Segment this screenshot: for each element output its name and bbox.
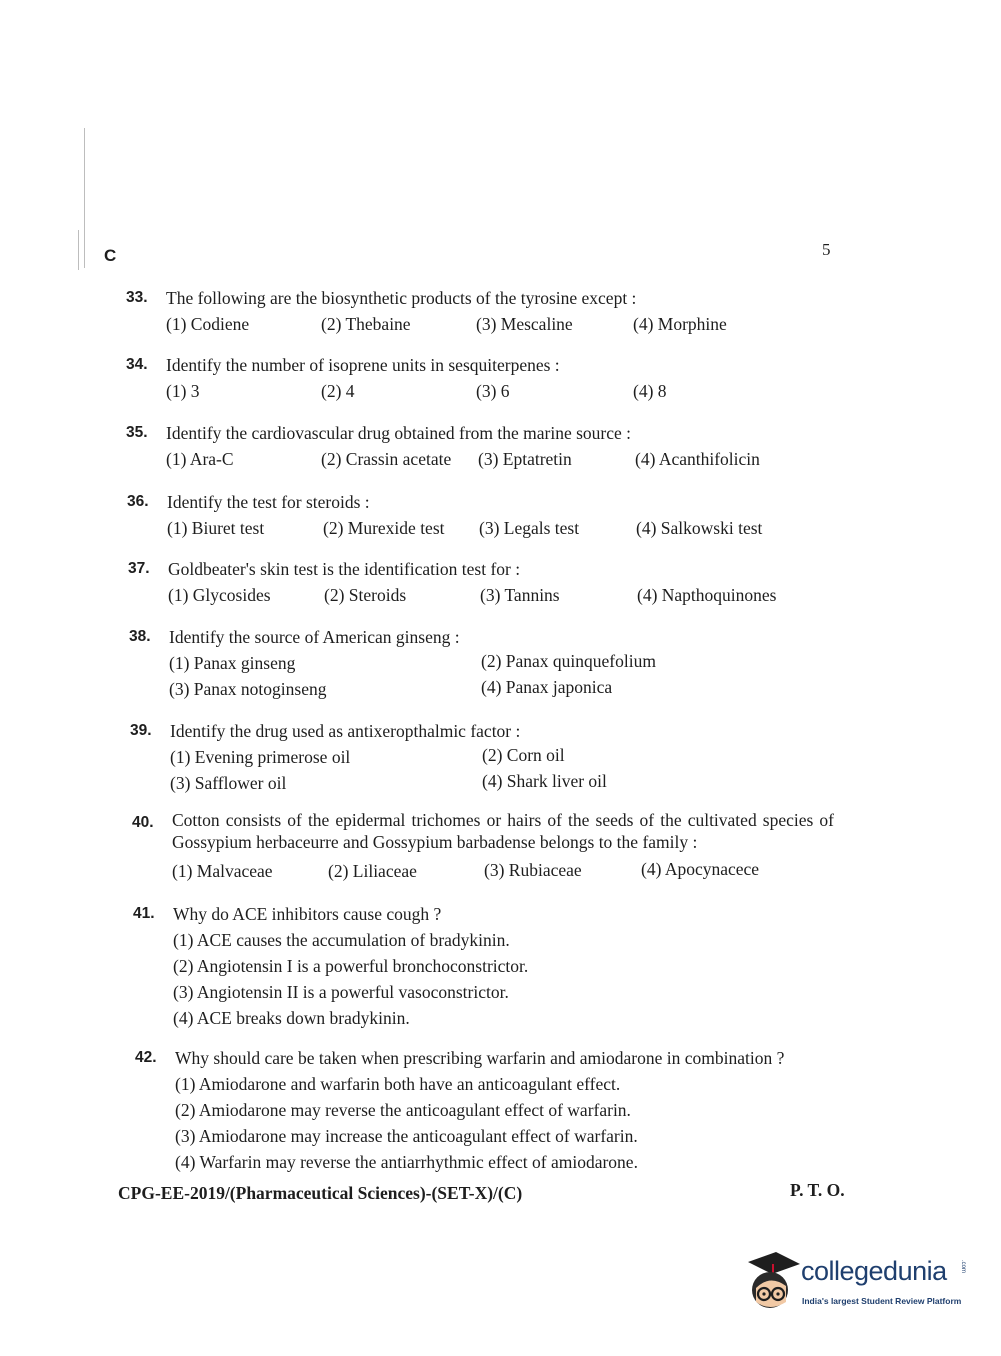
- brand-name: collegedunia: [801, 1256, 947, 1286]
- question-40: [132, 809, 852, 887]
- option-1: (1) Evening primerose oil: [170, 747, 351, 767]
- option-1: (1) Glycosides: [168, 585, 271, 605]
- question-number: 40.: [132, 814, 154, 831]
- scan-edge-line-lower: [78, 230, 79, 270]
- question-number: 39.: [130, 722, 152, 739]
- option-4: (4) Acanthifolicin: [635, 449, 760, 469]
- question-text: Cotton consists of the epidermal trichomes or hairs of the seeds of the cultivated species of Gossypium herbaceurre and Gossypium barbadense belongs to the family :: [172, 810, 834, 852]
- set-code: C: [104, 246, 117, 265]
- option-1: (1) Panax ginseng: [169, 653, 296, 673]
- question-text: Identify the source of American ginseng :: [169, 627, 460, 647]
- question-number: 37.: [128, 560, 150, 577]
- option-2: (2) Panax quinquefolium: [481, 651, 656, 671]
- question-number: 34.: [126, 356, 148, 373]
- question-42: [135, 1046, 855, 1176]
- question-number: 41.: [133, 905, 155, 922]
- option-1: (1) Ara-C: [166, 449, 234, 469]
- question-number: 42.: [135, 1049, 157, 1066]
- option-1: (1) ACE causes the accumulation of bradykinin.: [173, 930, 510, 950]
- question-text: Goldbeater's skin test is the identification test for :: [168, 559, 521, 579]
- question-number: 33.: [126, 289, 148, 306]
- option-4: (4) 8: [633, 381, 667, 401]
- question-text: Identify the test for steroids :: [167, 492, 370, 512]
- option-4: (4) ACE breaks down bradykinin.: [173, 1008, 410, 1028]
- option-2: (2) Amiodarone may reverse the anticoagulant effect of warfarin.: [175, 1100, 631, 1120]
- question-text: Why do ACE inhibitors cause cough ?: [173, 904, 442, 924]
- question-35: [126, 421, 846, 473]
- option-4: (4) Apocynacece: [641, 859, 760, 879]
- scan-edge-line: [84, 128, 85, 268]
- option-3: (3) Panax notoginseng: [169, 679, 327, 699]
- option-1: (1) Biuret test: [167, 518, 265, 538]
- option-4: (4) Panax japonica: [481, 677, 613, 697]
- option-1: (1) Codiene: [166, 314, 250, 334]
- question-number: 35.: [126, 424, 148, 441]
- please-turn-over: P. T. O.: [790, 1180, 845, 1200]
- question-38: [129, 625, 849, 703]
- option-2: (2) Thebaine: [321, 314, 411, 334]
- option-3: (3) 6: [476, 381, 510, 401]
- question-39: [130, 719, 850, 797]
- question-text: Identify the cardiovascular drug obtained from the marine source :: [166, 423, 632, 443]
- option-3: (3) Rubiaceae: [484, 860, 582, 880]
- option-2: (2) Steroids: [324, 585, 407, 605]
- question-33: [126, 286, 846, 338]
- question-number: 38.: [129, 628, 151, 645]
- option-4: (4) Warfarin may reverse the antiarrhythmic effect of amiodarone.: [175, 1152, 638, 1172]
- option-4: (4) Napthoquinones: [637, 585, 777, 605]
- collegedunia-watermark: [742, 1250, 972, 1320]
- question-34: [126, 353, 846, 405]
- option-3: (3) Eptatretin: [478, 449, 572, 469]
- question-text: Why should care be taken when prescribing warfarin and amiodarone in combination ?: [175, 1048, 785, 1068]
- option-1: (1) Malvaceae: [172, 861, 273, 881]
- question-37: [128, 557, 848, 609]
- option-2: (2) Liliaceae: [328, 861, 417, 881]
- option-4: (4) Shark liver oil: [482, 771, 607, 791]
- question-text: Identify the number of isoprene units in sesquiterpenes :: [166, 355, 560, 375]
- option-1: (1) Amiodarone and warfarin both have an anticoagulant effect.: [175, 1074, 621, 1094]
- brand-domain: .com: [960, 1260, 966, 1274]
- option-3: (3) Mescaline: [476, 314, 573, 334]
- option-3: (3) Amiodarone may increase the anticoagulant effect of warfarin.: [175, 1126, 638, 1146]
- question-number: 36.: [127, 493, 149, 510]
- option-2: (2) Crassin acetate: [321, 449, 452, 469]
- question-36: [127, 490, 847, 542]
- option-3: (3) Legals test: [479, 518, 580, 538]
- option-4: (4) Morphine: [633, 314, 727, 334]
- brand-tagline: India's largest Student Review Platform: [802, 1296, 962, 1306]
- question-41: [133, 902, 853, 1032]
- paper-code: CPG-EE-2019/(Pharmaceutical Sciences)-(SET-X)/(C): [118, 1183, 523, 1203]
- option-3: (3) Tannins: [480, 585, 560, 605]
- option-3: (3) Safflower oil: [170, 773, 287, 793]
- option-2: (2) 4: [321, 381, 355, 401]
- question-text: Identify the drug used as antixeropthalmic factor :: [170, 721, 521, 741]
- option-3: (3) Angiotensin II is a powerful vasoconstrictor.: [173, 982, 509, 1002]
- option-1: (1) 3: [166, 381, 200, 401]
- option-2: (2) Corn oil: [482, 745, 565, 765]
- page-number: 5: [822, 240, 831, 259]
- graduate-mascot-icon: [742, 1250, 802, 1314]
- option-4: (4) Salkowski test: [636, 518, 763, 538]
- option-2: (2) Angiotensin I is a powerful bronchoconstrictor.: [173, 956, 529, 976]
- question-text: The following are the biosynthetic products of the tyrosine except :: [166, 288, 637, 308]
- option-2: (2) Murexide test: [323, 518, 445, 538]
